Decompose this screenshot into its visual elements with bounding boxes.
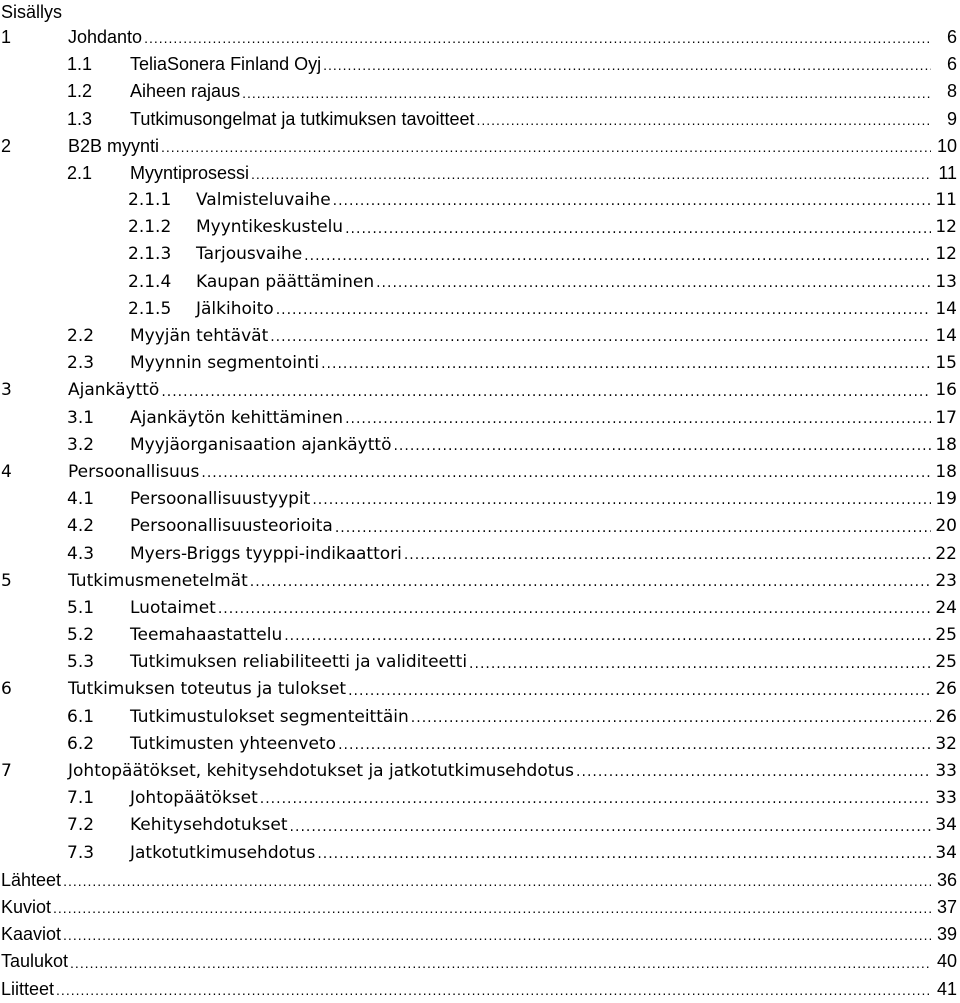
- dot-leader: [251, 164, 931, 184]
- toc-entry-label: Myyntikeskustelu: [196, 217, 344, 238]
- toc-entry[interactable]: [0, 976, 960, 1003]
- toc-entry-page: 8: [946, 81, 957, 102]
- toc-entry[interactable]: [0, 78, 960, 105]
- toc-entry-label: Jatkotutkimusehdotus: [130, 842, 316, 863]
- toc-entry-page: 11: [938, 162, 957, 183]
- toc-entry-page: 40: [936, 951, 957, 972]
- toc-list: [0, 24, 960, 1003]
- dot-leader: [345, 219, 931, 239]
- toc-entry-page: 34: [935, 815, 957, 836]
- dot-leader: [323, 55, 931, 75]
- toc-entry-number: 2: [1, 135, 12, 156]
- toc-entry[interactable]: [0, 649, 960, 676]
- dot-leader: [56, 980, 931, 1000]
- toc-entry-label: TeliaSonera Finland Oyj: [130, 54, 322, 75]
- toc-entry-label: Tutkimuksen toteutus ja tulokset: [68, 679, 347, 700]
- toc-entry[interactable]: [0, 323, 960, 350]
- dot-leader: [376, 273, 931, 293]
- dot-leader: [284, 626, 931, 646]
- toc-entry[interactable]: [0, 677, 960, 704]
- toc-entry-number: 1.2: [67, 81, 93, 102]
- toc-entry-number: 2.1.3: [128, 244, 172, 265]
- toc-entry-label: Ajankäytön kehittäminen: [130, 407, 344, 428]
- toc-entry-label: Tutkimustulokset segmenteittäin: [130, 706, 409, 727]
- toc-entry-page: 11: [935, 190, 957, 211]
- toc-entry[interactable]: [0, 568, 960, 595]
- toc-entry-page: 6: [946, 26, 957, 47]
- toc-entry-label: Myyntiprosessi: [130, 162, 250, 183]
- toc-entry[interactable]: [0, 704, 960, 731]
- toc-entry[interactable]: [0, 812, 960, 839]
- dot-leader: [345, 409, 931, 429]
- toc-entry-page: 18: [935, 434, 957, 455]
- toc-entry-label: Persoonallisuus: [68, 461, 200, 482]
- toc-entry[interactable]: [0, 405, 960, 432]
- toc-entry-number: 5: [1, 570, 12, 591]
- toc-entry-label: Jälkihoito: [196, 298, 274, 319]
- toc-entry-number: 5.1: [67, 597, 95, 618]
- toc-entry-label: Aiheen rajaus: [130, 81, 241, 102]
- toc-entry-page: 17: [935, 407, 957, 428]
- toc-entry[interactable]: [0, 214, 960, 241]
- toc-entry-page: 16: [935, 380, 957, 401]
- toc-entry[interactable]: [0, 432, 960, 459]
- toc-entry-page: 25: [935, 625, 957, 646]
- dot-leader: [161, 137, 931, 157]
- dot-leader: [201, 463, 931, 483]
- dot-leader: [333, 191, 931, 211]
- dot-leader: [404, 545, 931, 565]
- toc-entry-number: 2.1.1: [128, 190, 172, 211]
- toc-entry-page: 12: [935, 244, 957, 265]
- toc-entry[interactable]: [0, 595, 960, 622]
- toc-entry-number: 4.2: [67, 516, 95, 537]
- toc-entry-number: 2.2: [67, 326, 95, 347]
- dot-leader: [63, 871, 931, 891]
- toc-entry-label: Myyjäorganisaation ajankäyttö: [130, 434, 392, 455]
- toc-entry[interactable]: [0, 840, 960, 867]
- toc-entry-label: Tutkimusten yhteenveto: [130, 733, 337, 754]
- dot-leader: [477, 110, 932, 130]
- toc-entry-label: B2B myynti: [68, 135, 160, 156]
- toc-entry-number: 5.3: [67, 652, 95, 673]
- toc-entry[interactable]: [0, 758, 960, 785]
- toc-entry[interactable]: [0, 541, 960, 568]
- toc-entry-label: Teemahaastattelu: [130, 625, 283, 646]
- dot-leader: [218, 599, 931, 619]
- toc-entry-number: 7: [1, 761, 12, 782]
- toc-entry-page: 14: [935, 326, 957, 347]
- toc-entry-label: Myers-Briggs tyyppi-indikaattori: [130, 543, 402, 564]
- dot-leader: [312, 490, 931, 510]
- toc-entry-page: 15: [935, 353, 957, 374]
- toc-entry-page: 23: [935, 570, 957, 591]
- toc-entry[interactable]: [0, 948, 960, 975]
- toc-entry-page: 41: [936, 978, 957, 999]
- toc-entry-label: Liitteet: [1, 978, 55, 999]
- dot-leader: [411, 708, 931, 728]
- toc-entry-page: 24: [935, 597, 957, 618]
- toc-entry-page: 37: [936, 896, 957, 917]
- toc-entry-page: 39: [936, 924, 957, 945]
- toc-entry-page: 14: [935, 298, 957, 319]
- toc-entry-label: Luotaimet: [130, 597, 216, 618]
- toc-entry-page: 6: [946, 54, 957, 75]
- toc-entry-number: 3: [1, 380, 12, 401]
- dot-leader: [290, 817, 931, 837]
- toc-title: Sisällys: [1, 2, 63, 22]
- toc-entry-page: 22: [935, 543, 957, 564]
- toc-entry[interactable]: [0, 160, 960, 187]
- toc-entry-page: 20: [935, 516, 957, 537]
- toc-entry-number: 5.2: [67, 625, 95, 646]
- toc-entry[interactable]: [0, 894, 960, 921]
- toc-entry-number: 7.2: [67, 815, 95, 836]
- toc-entry-page: 33: [935, 788, 957, 809]
- toc-entry[interactable]: [0, 867, 960, 894]
- toc-entry-label: Kehitysehdotukset: [130, 815, 288, 836]
- toc-entry-number: 2.1.5: [128, 298, 172, 319]
- toc-entry-page: 18: [935, 461, 957, 482]
- toc-entry[interactable]: [0, 296, 960, 323]
- toc-entry-label: Johtopäätökset: [130, 788, 258, 809]
- toc-entry-label: Lähteet: [1, 869, 62, 890]
- toc-entry-page: 12: [935, 217, 957, 238]
- toc-entry[interactable]: [0, 622, 960, 649]
- toc-entry-number: 1.1: [67, 54, 93, 75]
- toc-entry-number: 2.1.4: [128, 271, 172, 292]
- toc-entry-label: Tutkimusongelmat ja tutkimuksen tavoitteet: [130, 108, 475, 129]
- toc-entry[interactable]: [0, 51, 960, 78]
- toc-entry-number: 7.1: [67, 788, 95, 809]
- dot-leader: [321, 354, 931, 374]
- toc-entry-number: 6: [1, 679, 12, 700]
- toc-entry-label: Tarjousvaihe: [196, 244, 303, 265]
- dot-leader: [161, 382, 931, 402]
- dot-leader: [393, 436, 931, 456]
- dot-leader: [70, 953, 931, 973]
- toc-entry-label: Kaaviot: [1, 924, 62, 945]
- dot-leader: [576, 762, 931, 782]
- toc-entry-number: 3.2: [67, 434, 95, 455]
- dot-leader: [348, 681, 931, 701]
- toc-entry[interactable]: [0, 133, 960, 160]
- toc-entry-number: 7.3: [67, 842, 95, 863]
- toc-entry[interactable]: [0, 269, 960, 296]
- toc-entry-label: Johtopäätökset, kehitysehdotukset ja jatkotutkimusehdotus: [68, 761, 575, 782]
- dot-leader: [276, 300, 931, 320]
- dot-leader: [250, 572, 931, 592]
- toc-entry-label: Tutkimusmenetelmät: [68, 570, 248, 591]
- toc-entry[interactable]: [0, 187, 960, 214]
- toc-entry-number: 2.1: [67, 162, 93, 183]
- dot-leader: [144, 28, 931, 48]
- toc-entry-label: Taulukot: [1, 951, 69, 972]
- toc-entry-page: 25: [935, 652, 957, 673]
- dot-leader: [335, 518, 931, 538]
- toc-entry-number: 2.1.2: [128, 217, 172, 238]
- toc-entry-number: 6.2: [67, 733, 95, 754]
- toc-entry-number: 1: [1, 26, 12, 47]
- toc-entry-page: 9: [946, 108, 957, 129]
- dot-leader: [53, 898, 931, 918]
- dot-leader: [338, 735, 931, 755]
- toc-entry-number: 2.3: [67, 353, 95, 374]
- toc-entry-page: 26: [935, 706, 957, 727]
- toc-entry-label: Kaupan päättäminen: [196, 271, 375, 292]
- toc-entry-number: 4: [1, 461, 12, 482]
- toc-entry[interactable]: [0, 459, 960, 486]
- dot-leader: [260, 789, 931, 809]
- toc-entry[interactable]: [0, 513, 960, 540]
- toc-entry-label: Ajankäyttö: [68, 380, 160, 401]
- dot-leader: [270, 327, 931, 347]
- toc-entry[interactable]: [0, 785, 960, 812]
- dot-leader: [304, 246, 931, 266]
- toc-entry-label: Myynnin segmentointi: [130, 353, 320, 374]
- toc-entry-page: 13: [935, 271, 957, 292]
- toc-entry[interactable]: [0, 731, 960, 758]
- toc-entry-label: Myyjän tehtävät: [130, 326, 269, 347]
- toc-entry-page: 33: [935, 761, 957, 782]
- toc-entry-page: 34: [935, 842, 957, 863]
- toc-entry-number: 4.3: [67, 543, 95, 564]
- toc-entry-number: 3.1: [67, 407, 95, 428]
- toc-entry-number: 6.1: [67, 706, 95, 727]
- toc-entry[interactable]: [0, 921, 960, 948]
- dot-leader: [242, 83, 931, 103]
- toc-entry-page: 19: [935, 489, 957, 510]
- toc-entry[interactable]: [0, 377, 960, 404]
- toc-entry-page: 32: [935, 733, 957, 754]
- toc-entry[interactable]: [0, 24, 960, 51]
- toc-entry[interactable]: [0, 242, 960, 269]
- toc-entry[interactable]: [0, 486, 960, 513]
- toc-entry-label: Persoonallisuusteorioita: [130, 516, 333, 537]
- toc-entry-label: Tutkimuksen reliabiliteetti ja validiteetti: [130, 652, 468, 673]
- toc-entry-label: Valmisteluvaihe: [196, 190, 331, 211]
- toc-entry-number: 4.1: [67, 489, 95, 510]
- dot-leader: [469, 654, 931, 674]
- dot-leader: [317, 844, 931, 864]
- toc-entry-page: 10: [936, 135, 957, 156]
- toc-entry-number: 1.3: [67, 108, 93, 129]
- toc-entry-label: Kuviot: [1, 896, 52, 917]
- toc-entry-label: Johdanto: [68, 26, 143, 47]
- toc-entry-page: 36: [936, 869, 957, 890]
- dot-leader: [63, 925, 931, 945]
- toc-entry-page: 26: [935, 679, 957, 700]
- toc-entry-label: Persoonallisuustyypit: [130, 489, 311, 510]
- toc-entry[interactable]: [0, 106, 960, 133]
- toc-entry[interactable]: [0, 350, 960, 377]
